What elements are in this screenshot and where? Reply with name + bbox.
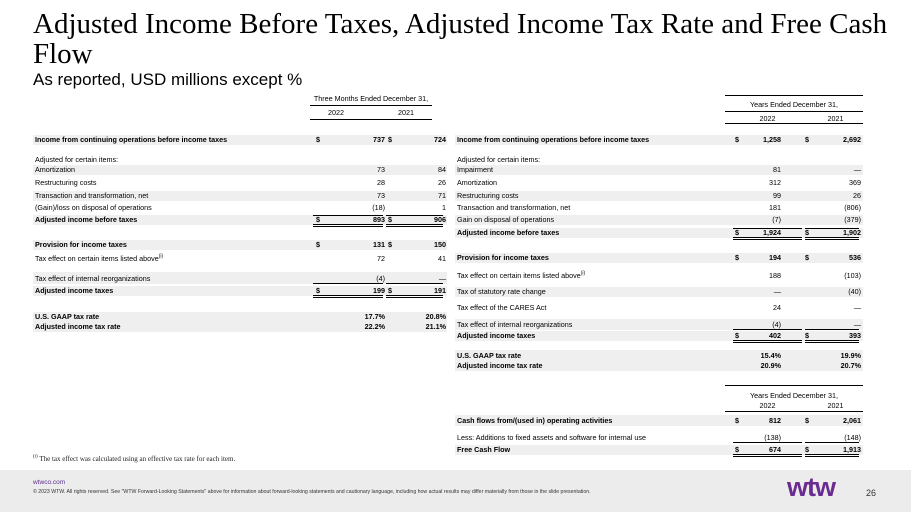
row-value-2022: 1,258 xyxy=(763,134,781,144)
row-label: Adjusted income before taxes xyxy=(35,214,138,224)
row-label: Tax of statutory rate change xyxy=(457,286,546,296)
currency-symbol: $ xyxy=(735,134,739,144)
row-value-2022: 24 xyxy=(773,302,781,312)
row-label: Restructuring costs xyxy=(35,177,97,187)
row-value-2021: (103) xyxy=(844,270,861,280)
currency-symbol: $ xyxy=(805,444,809,454)
header-rule xyxy=(725,95,863,96)
page-number: 26 xyxy=(866,488,877,498)
currency-symbol: $ xyxy=(388,134,392,144)
year-header-1: 2022 xyxy=(759,114,776,123)
row-value-2021: 2,061 xyxy=(843,415,861,425)
row-label: Adjusted for certain items: xyxy=(457,154,541,164)
row-value-2021: 26 xyxy=(853,190,861,200)
table-row xyxy=(455,415,863,426)
row-label: Free Cash Flow xyxy=(457,444,511,454)
underline-rule xyxy=(733,340,802,343)
row-value-2022: (138) xyxy=(764,432,781,442)
total-rule xyxy=(313,215,383,216)
currency-symbol: $ xyxy=(316,285,320,295)
currency-symbol: $ xyxy=(735,444,739,454)
row-value-2021: 393 xyxy=(849,330,861,340)
row-value-2021: — xyxy=(438,273,446,283)
currency-symbol: $ xyxy=(805,134,809,144)
underline-rule xyxy=(733,454,802,457)
header-rule xyxy=(725,123,863,124)
row-value-2022: 72 xyxy=(377,253,385,263)
currency-symbol: $ xyxy=(388,285,392,295)
page-title: Adjusted Income Before Taxes, Adjusted Income Tax Rate and Free Cash Flow xyxy=(33,8,888,70)
underline-rule xyxy=(733,442,802,443)
row-label: Impairment xyxy=(457,164,493,174)
table-row xyxy=(33,178,447,188)
header-rule xyxy=(310,105,432,106)
underline-rule xyxy=(805,340,859,343)
table-row xyxy=(455,331,863,341)
currency-symbol: $ xyxy=(805,252,809,262)
row-value-2021: 1,902 xyxy=(843,227,861,237)
currency-symbol: $ xyxy=(388,239,392,249)
table-row xyxy=(33,191,447,201)
currency-symbol: $ xyxy=(735,227,739,237)
row-label: Less: Additions to fixed assets and software for internal use xyxy=(457,432,646,442)
year-header-1: 2022 xyxy=(328,108,344,117)
year-header-2: 2021 xyxy=(398,108,414,117)
row-value-2021: — xyxy=(853,164,861,174)
table-row xyxy=(455,215,863,225)
row-value-2022: (7) xyxy=(772,214,781,224)
underline-rule xyxy=(805,442,859,443)
row-value-2022: 1,924 xyxy=(763,227,781,237)
underline-rule xyxy=(805,329,859,330)
row-value-2021: (806) xyxy=(844,202,861,212)
row-label: Adjusted income tax rate xyxy=(457,360,543,370)
table-row xyxy=(455,361,863,371)
row-label: Tax effect of internal reorganizations xyxy=(457,319,573,329)
row-label: Transaction and transformation, net xyxy=(457,202,571,212)
table-row xyxy=(455,203,863,213)
row-value-2022: 22.2% xyxy=(364,321,385,331)
row-value-2022: 20.9% xyxy=(760,360,781,370)
double-underline-rule xyxy=(313,224,383,227)
underline-rule xyxy=(386,295,443,298)
row-value-2022: 812 xyxy=(769,415,781,425)
row-label: U.S. GAAP tax rate xyxy=(35,311,100,321)
table-row xyxy=(455,301,863,313)
table-row xyxy=(455,191,863,201)
double-underline-rule xyxy=(733,237,802,240)
row-label: Adjusted for certain items: xyxy=(35,154,119,164)
footnote-ref: (i) xyxy=(158,253,164,260)
currency-symbol: $ xyxy=(735,252,739,262)
wtw-logo: wtw xyxy=(787,472,835,502)
row-value-2021: — xyxy=(853,302,861,312)
table-row xyxy=(455,253,863,263)
currency-symbol: $ xyxy=(805,330,809,340)
row-label: Tax effect of the CARES Act xyxy=(457,302,547,312)
footnote-ref: (i) xyxy=(580,270,586,277)
row-value-2021: (379) xyxy=(844,214,861,224)
year-header-2: 2021 xyxy=(827,401,844,410)
currency-symbol: $ xyxy=(388,214,392,224)
row-value-2022: 17.7% xyxy=(364,311,385,321)
row-value-2021: 20.7% xyxy=(840,360,861,370)
row-value-2022: — xyxy=(773,286,781,296)
underline-rule xyxy=(313,295,383,298)
period-header: Years Ended December 31, xyxy=(749,391,839,400)
row-value-2021: 191 xyxy=(434,285,446,295)
table-row xyxy=(33,312,447,322)
currency-symbol: $ xyxy=(316,134,320,144)
currency-symbol: $ xyxy=(316,239,320,249)
table-row xyxy=(455,319,863,330)
row-value-2022: 131 xyxy=(373,239,385,249)
row-value-2022: (4) xyxy=(376,273,385,283)
table-row xyxy=(455,155,863,165)
row-label: Transaction and transformation, net xyxy=(35,190,149,200)
footnote-marker: (i) xyxy=(33,454,38,460)
row-label: Income from continuing operations before income taxes xyxy=(35,134,228,144)
row-value-2021: 19.9% xyxy=(840,350,861,360)
total-rule xyxy=(733,228,802,229)
row-label: Adjusted income tax rate xyxy=(35,321,121,331)
table-row xyxy=(455,268,863,281)
table-row xyxy=(455,287,863,297)
row-value-2022: 893 xyxy=(373,214,385,224)
row-value-2021: 41 xyxy=(438,253,446,263)
row-value-2021: (148) xyxy=(844,432,861,442)
row-value-2022: (18) xyxy=(372,202,385,212)
row-value-2021: 2,692 xyxy=(843,134,861,144)
table-row xyxy=(33,286,447,296)
row-label: Tax effect on certain items listed above$^{(i)}$ xyxy=(457,270,586,280)
row-value-2021: 21.1% xyxy=(425,321,446,331)
row-value-2022: 73 xyxy=(377,190,385,200)
row-label: Adjusted income taxes xyxy=(35,285,114,295)
row-value-2022: 199 xyxy=(373,285,385,295)
underline-rule xyxy=(805,454,859,457)
row-label: Adjusted income before taxes xyxy=(457,227,560,237)
row-value-2022: 81 xyxy=(773,164,781,174)
table-row xyxy=(33,203,447,213)
row-value-2022: 674 xyxy=(769,444,781,454)
row-value-2021: 1,913 xyxy=(843,444,861,454)
currency-symbol: $ xyxy=(805,415,809,425)
table-row xyxy=(455,228,863,238)
footnote-text: The tax effect was calculated using an effective tax rate for each item. xyxy=(39,455,236,463)
header-rule xyxy=(310,119,432,120)
table-row xyxy=(33,240,447,250)
row-label: Adjusted income taxes xyxy=(457,330,536,340)
row-value-2022: 188 xyxy=(769,270,781,280)
row-value-2021: 536 xyxy=(849,252,861,262)
row-value-2021: 906 xyxy=(434,214,446,224)
row-value-2021: 724 xyxy=(434,134,446,144)
header-rule xyxy=(725,411,863,412)
period-header: Three Months Ended December 31, xyxy=(313,94,429,103)
row-value-2022: 312 xyxy=(769,177,781,187)
footer xyxy=(0,470,911,512)
page-subtitle: As reported, USD millions except % xyxy=(33,70,303,89)
row-label: Provision for income taxes xyxy=(457,252,549,262)
row-value-2022: 28 xyxy=(377,177,385,187)
table-row xyxy=(33,215,447,225)
row-value-2021: 20.8% xyxy=(425,311,446,321)
row-label: Cash flows from/(used in) operating activities xyxy=(457,415,613,425)
year-header-2: 2021 xyxy=(827,114,844,123)
row-value-2021: 369 xyxy=(849,177,861,187)
header-rule xyxy=(725,111,863,112)
table-row xyxy=(33,155,447,165)
underline-rule xyxy=(313,283,383,284)
row-value-2022: 194 xyxy=(769,252,781,262)
currency-symbol: $ xyxy=(805,227,809,237)
quarterly-adjusted-income-table xyxy=(33,94,447,331)
table-row xyxy=(33,252,447,264)
total-rule xyxy=(805,228,859,229)
row-label: U.S. GAAP tax rate xyxy=(457,350,522,360)
table-row xyxy=(33,272,447,284)
row-value-2021: (40) xyxy=(848,286,861,296)
row-value-2021: — xyxy=(853,319,861,329)
copyright-text: © 2023 WTW. All rights reserved. See "WTW Forward-Looking Statements" above for information about forward-looking statements and cautionary language, including how actual results may differ materially from those in the slide presentation. xyxy=(33,489,591,495)
row-value-2022: 99 xyxy=(773,190,781,200)
row-value-2022: 181 xyxy=(769,202,781,212)
currency-symbol: $ xyxy=(316,214,320,224)
row-value-2021: 150 xyxy=(434,239,446,249)
table-row xyxy=(33,165,447,175)
row-label: Tax effect on certain items listed above$^{(i)}$ xyxy=(35,253,164,263)
row-value-2022: 73 xyxy=(377,164,385,174)
row-label: (Gain)/loss on disposal of operations xyxy=(35,202,152,212)
currency-symbol: $ xyxy=(735,330,739,340)
table-row xyxy=(455,429,863,443)
row-value-2022: 402 xyxy=(769,330,781,340)
website-link[interactable]: wtwco.com xyxy=(33,479,66,486)
table-row xyxy=(455,178,863,188)
period-header: Years Ended December 31, xyxy=(749,100,839,109)
header-rule xyxy=(725,385,863,386)
table-row xyxy=(455,350,863,361)
underline-rule xyxy=(386,283,443,284)
row-label: Income from continuing operations before income taxes xyxy=(457,134,650,144)
row-label: Amortization xyxy=(457,177,497,187)
double-underline-rule xyxy=(805,237,859,240)
row-label: Restructuring costs xyxy=(457,190,519,200)
total-rule xyxy=(386,215,443,216)
footnote xyxy=(33,455,235,463)
year-header-1: 2022 xyxy=(759,401,776,410)
annual-adjusted-income-table xyxy=(455,95,863,370)
underline-rule xyxy=(733,329,802,330)
table-row xyxy=(33,135,447,145)
table-row xyxy=(455,445,863,455)
row-value-2022: 15.4% xyxy=(760,350,781,360)
row-label: Amortization xyxy=(35,164,75,174)
table-row xyxy=(455,165,863,175)
currency-symbol: $ xyxy=(735,415,739,425)
row-value-2021: 1 xyxy=(442,202,446,212)
row-label: Gain on disposal of operations xyxy=(457,214,555,224)
row-value-2021: 84 xyxy=(438,164,446,174)
row-value-2021: 26 xyxy=(438,177,446,187)
table-row xyxy=(455,135,863,145)
row-value-2022: (4) xyxy=(772,319,781,329)
row-value-2021: 71 xyxy=(438,190,446,200)
row-label: Provision for income taxes xyxy=(35,239,127,249)
row-label: Tax effect of internal reorganizations xyxy=(35,273,151,283)
row-value-2022: 737 xyxy=(373,134,385,144)
double-underline-rule xyxy=(386,224,443,227)
table-row xyxy=(33,322,447,332)
